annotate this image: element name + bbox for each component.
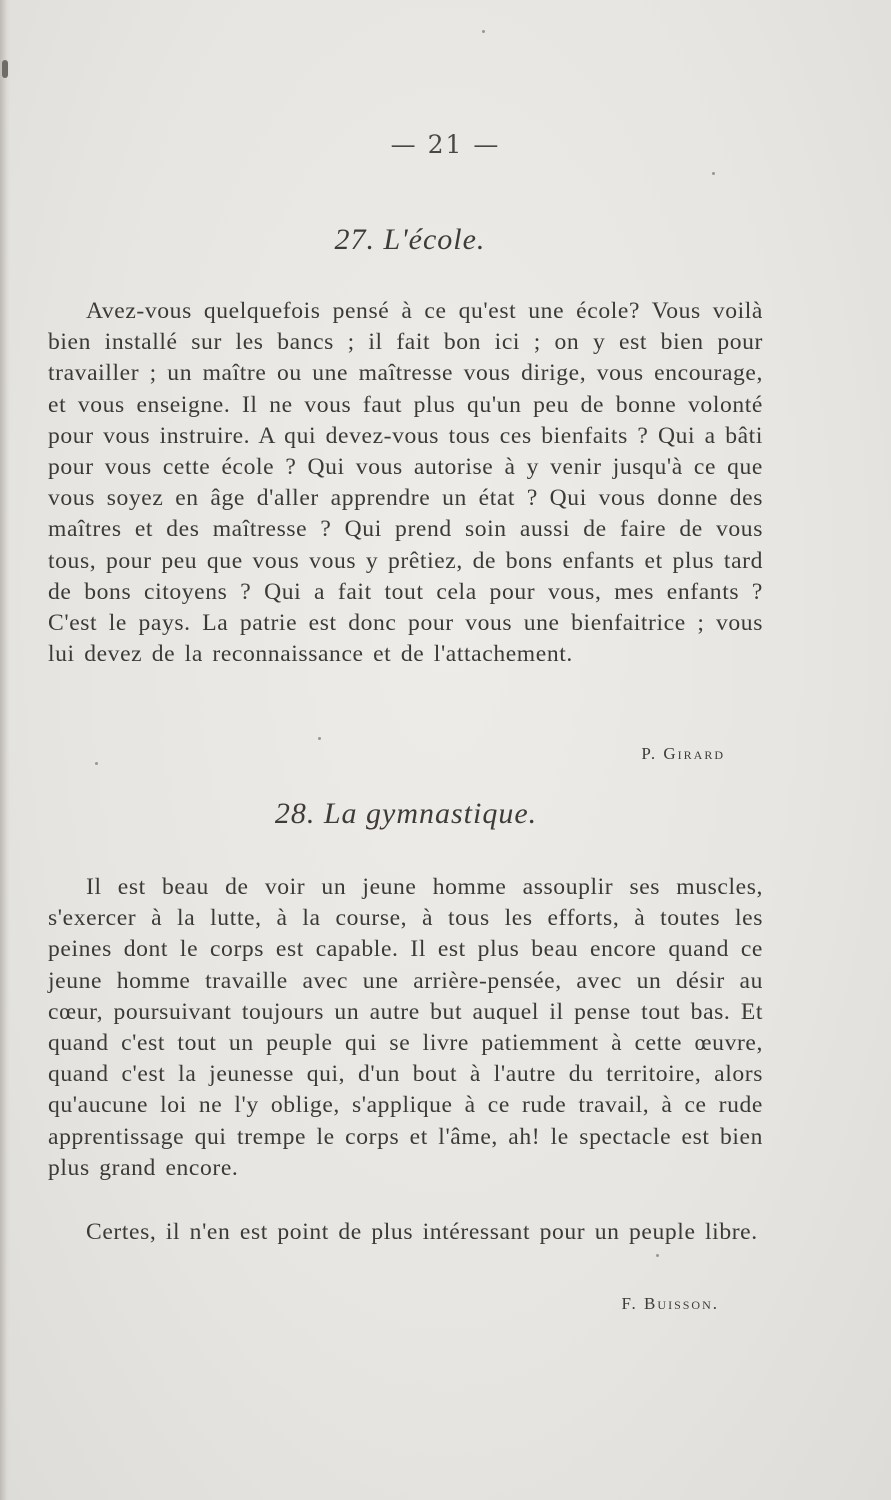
section-title-ecole: 27. L'école. [334, 223, 486, 256]
paper-speck [656, 1254, 659, 1257]
paper-speck [95, 762, 98, 765]
paper-speck [318, 737, 321, 740]
section-title-gymnastique: 28. La gymnastique. [274, 797, 538, 830]
author-signature-buisson: F. Buisson. [621, 1294, 719, 1313]
paragraph: Il est beau de voir un jeune homme assouplir ses muscles, s'exercer à la lutte, à la course, à tous les efforts, à toutes les peines dont le corps est capable. Il est plus beau encore quand ce jeune homme travaille avec une arrière-pensée, avec un désir au cœur, poursuivant toujours un autre but auquel il pense tout bas. Et quand c'est tout un peuple qui se livre patiemment à cette œuvre, quand c'est la jeunesse qui, d'un bout à l'autre du territoire, alors qu'aucune loi ne l'y oblige, s'applique à ce rude travail, à ce rude apprentissage qui trempe le corps et l'âme, ah! le spectacle est bien plus grand encore. [48, 874, 763, 1181]
author-signature-girard: P. Girard [641, 744, 725, 763]
section-body-gymnastique [48, 872, 763, 1184]
section-body-ecole [48, 296, 763, 670]
binding-mark [2, 60, 8, 78]
paragraph: Avez-vous quelquefois pensé à ce qu'est une école? Vous voilà bien installé sur les bancs ; il fait bon ici ; on y est bien pour travailler ; un maître ou une maîtresse vous dirige, vous encourage, et vous enseigne. Il ne vous faut plus qu'un peu de bonne volonté pour vous instruire. A qui devez-vous tous ces bienfaits ? Qui a bâti pour vous cette école ? Qui vous autorise à y venir jusqu'à ce que vous soyez en âge d'aller apprendre un état ? Qui vous donne des maîtres et des maîtresse ? Qui prend soin aussi de faire de vous tous, pour peu que vous vous y prêtiez, de bons enfants et plus tard de bons citoyens ? Qui a fait tout cela pour vous, mes enfants ? C'est le pays. La patrie est donc pour vous une bienfaitrice ; vous lui devez de la reconnaissance et de l'attachement. [48, 298, 763, 668]
paragraph: Certes, il n'en est point de plus intéressant pour un peuple libre. [86, 1219, 758, 1245]
page-number: — 21 — [390, 130, 501, 159]
paper-speck [712, 172, 715, 175]
paper-speck [482, 30, 485, 33]
page-left-edge [0, 0, 10, 1500]
section-body-gymnastique-end [48, 1217, 763, 1248]
